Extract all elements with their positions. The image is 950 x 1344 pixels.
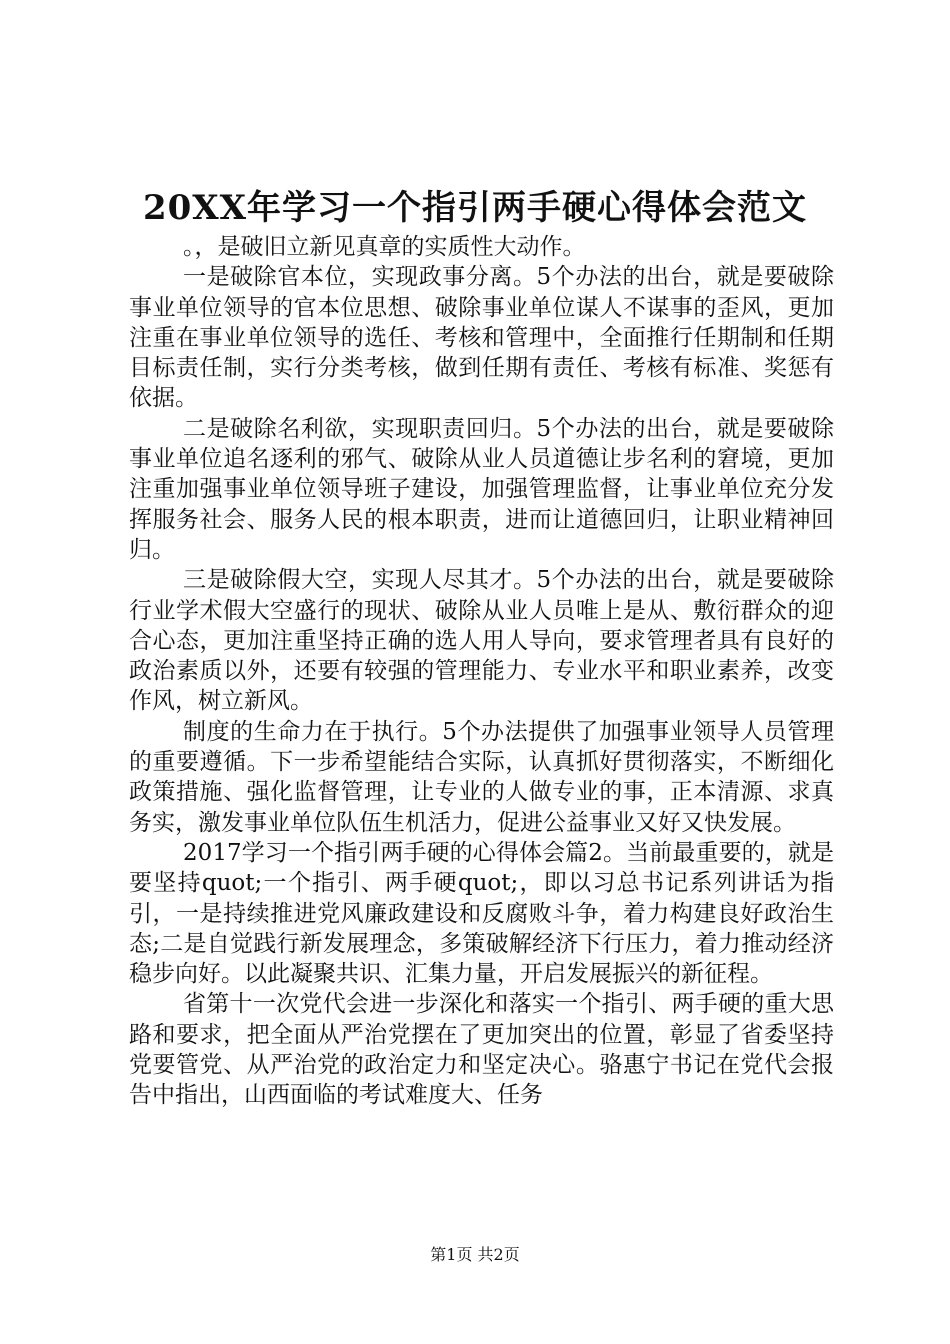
- paragraph: 省第十一次党代会进一步深化和落实一个指引、两手硬的重大思路和要求，把全面从严治党摆在了更加突出的位置，彰显了省委坚持党要管党、从严治党的政治定力和坚定决心。骆惠宁书记在党代会报告中指出，山西面临的考试难度大、任务: [129, 991, 834, 1109]
- paragraph: 制度的生命力在于执行。5个办法提供了加强事业领导人员管理的重要遵循。下一步希望能结合实际，认真抓好贯彻落实，不断细化政策措施、强化监督管理，让专业的人做专业的事，正本清源、求真务实，激发事业单位队伍生机活力，促进公益事业又好又快发展。: [129, 718, 834, 836]
- paragraph: 三是破除假大空，实现人尽其才。5个办法的出台，就是要破除行业学术假大空盛行的现状、破除从业人员唯上是从、敷衍群众的迎合心态，更加注重坚持正确的选人用人导向，要求管理者具有良好的政治素质以外，还要有较强的管理能力、专业水平和职业素养，改变作风，树立新风。: [129, 567, 834, 715]
- document-title: 20XX年学习一个指引两手硬心得体会范文: [142, 188, 808, 228]
- paragraph: 2017学习一个指引两手硬的心得体会篇2。当前最重要的，就是要坚持quot;一个指引、两手硬quot;，即以习总书记系列讲话为指引，一是持续推进党风廉政建设和反腐败斗争，着力构建良好政治生态;二是自觉践行新发展理念，多策破解经济下行压力，着力推动经济稳步向好。以此凝聚共识、汇集力量，开启发展振兴的新征程。: [129, 839, 834, 988]
- page-footer: 第1页 共2页: [430, 1245, 520, 1264]
- paragraph: 。，是破旧立新见真章的实质性大动作。: [183, 234, 586, 260]
- paragraph: 二是破除名利欲，实现职责回归。5个办法的出台，就是要破除事业单位追名逐利的邪气、破除从业人员道德让步名利的窘境，更加注重加强事业单位领导班子建设，加强管理监督，让事业单位充分发挥服务社会、服务人民的根本职责，进而让道德回归，让职业精神回归。: [129, 415, 834, 563]
- document-body: [129, 232, 834, 1111]
- paragraph: 一是破除官本位，实现政事分离。5个办法的出台，就是要破除事业单位领导的官本位思想、破除事业单位谋人不谋事的歪风，更加注重在事业单位领导的选任、考核和管理中，全面推行任期制和任期目标责任制，实行分类考核，做到任期有责任、考核有标准、奖惩有依据。: [129, 264, 834, 412]
